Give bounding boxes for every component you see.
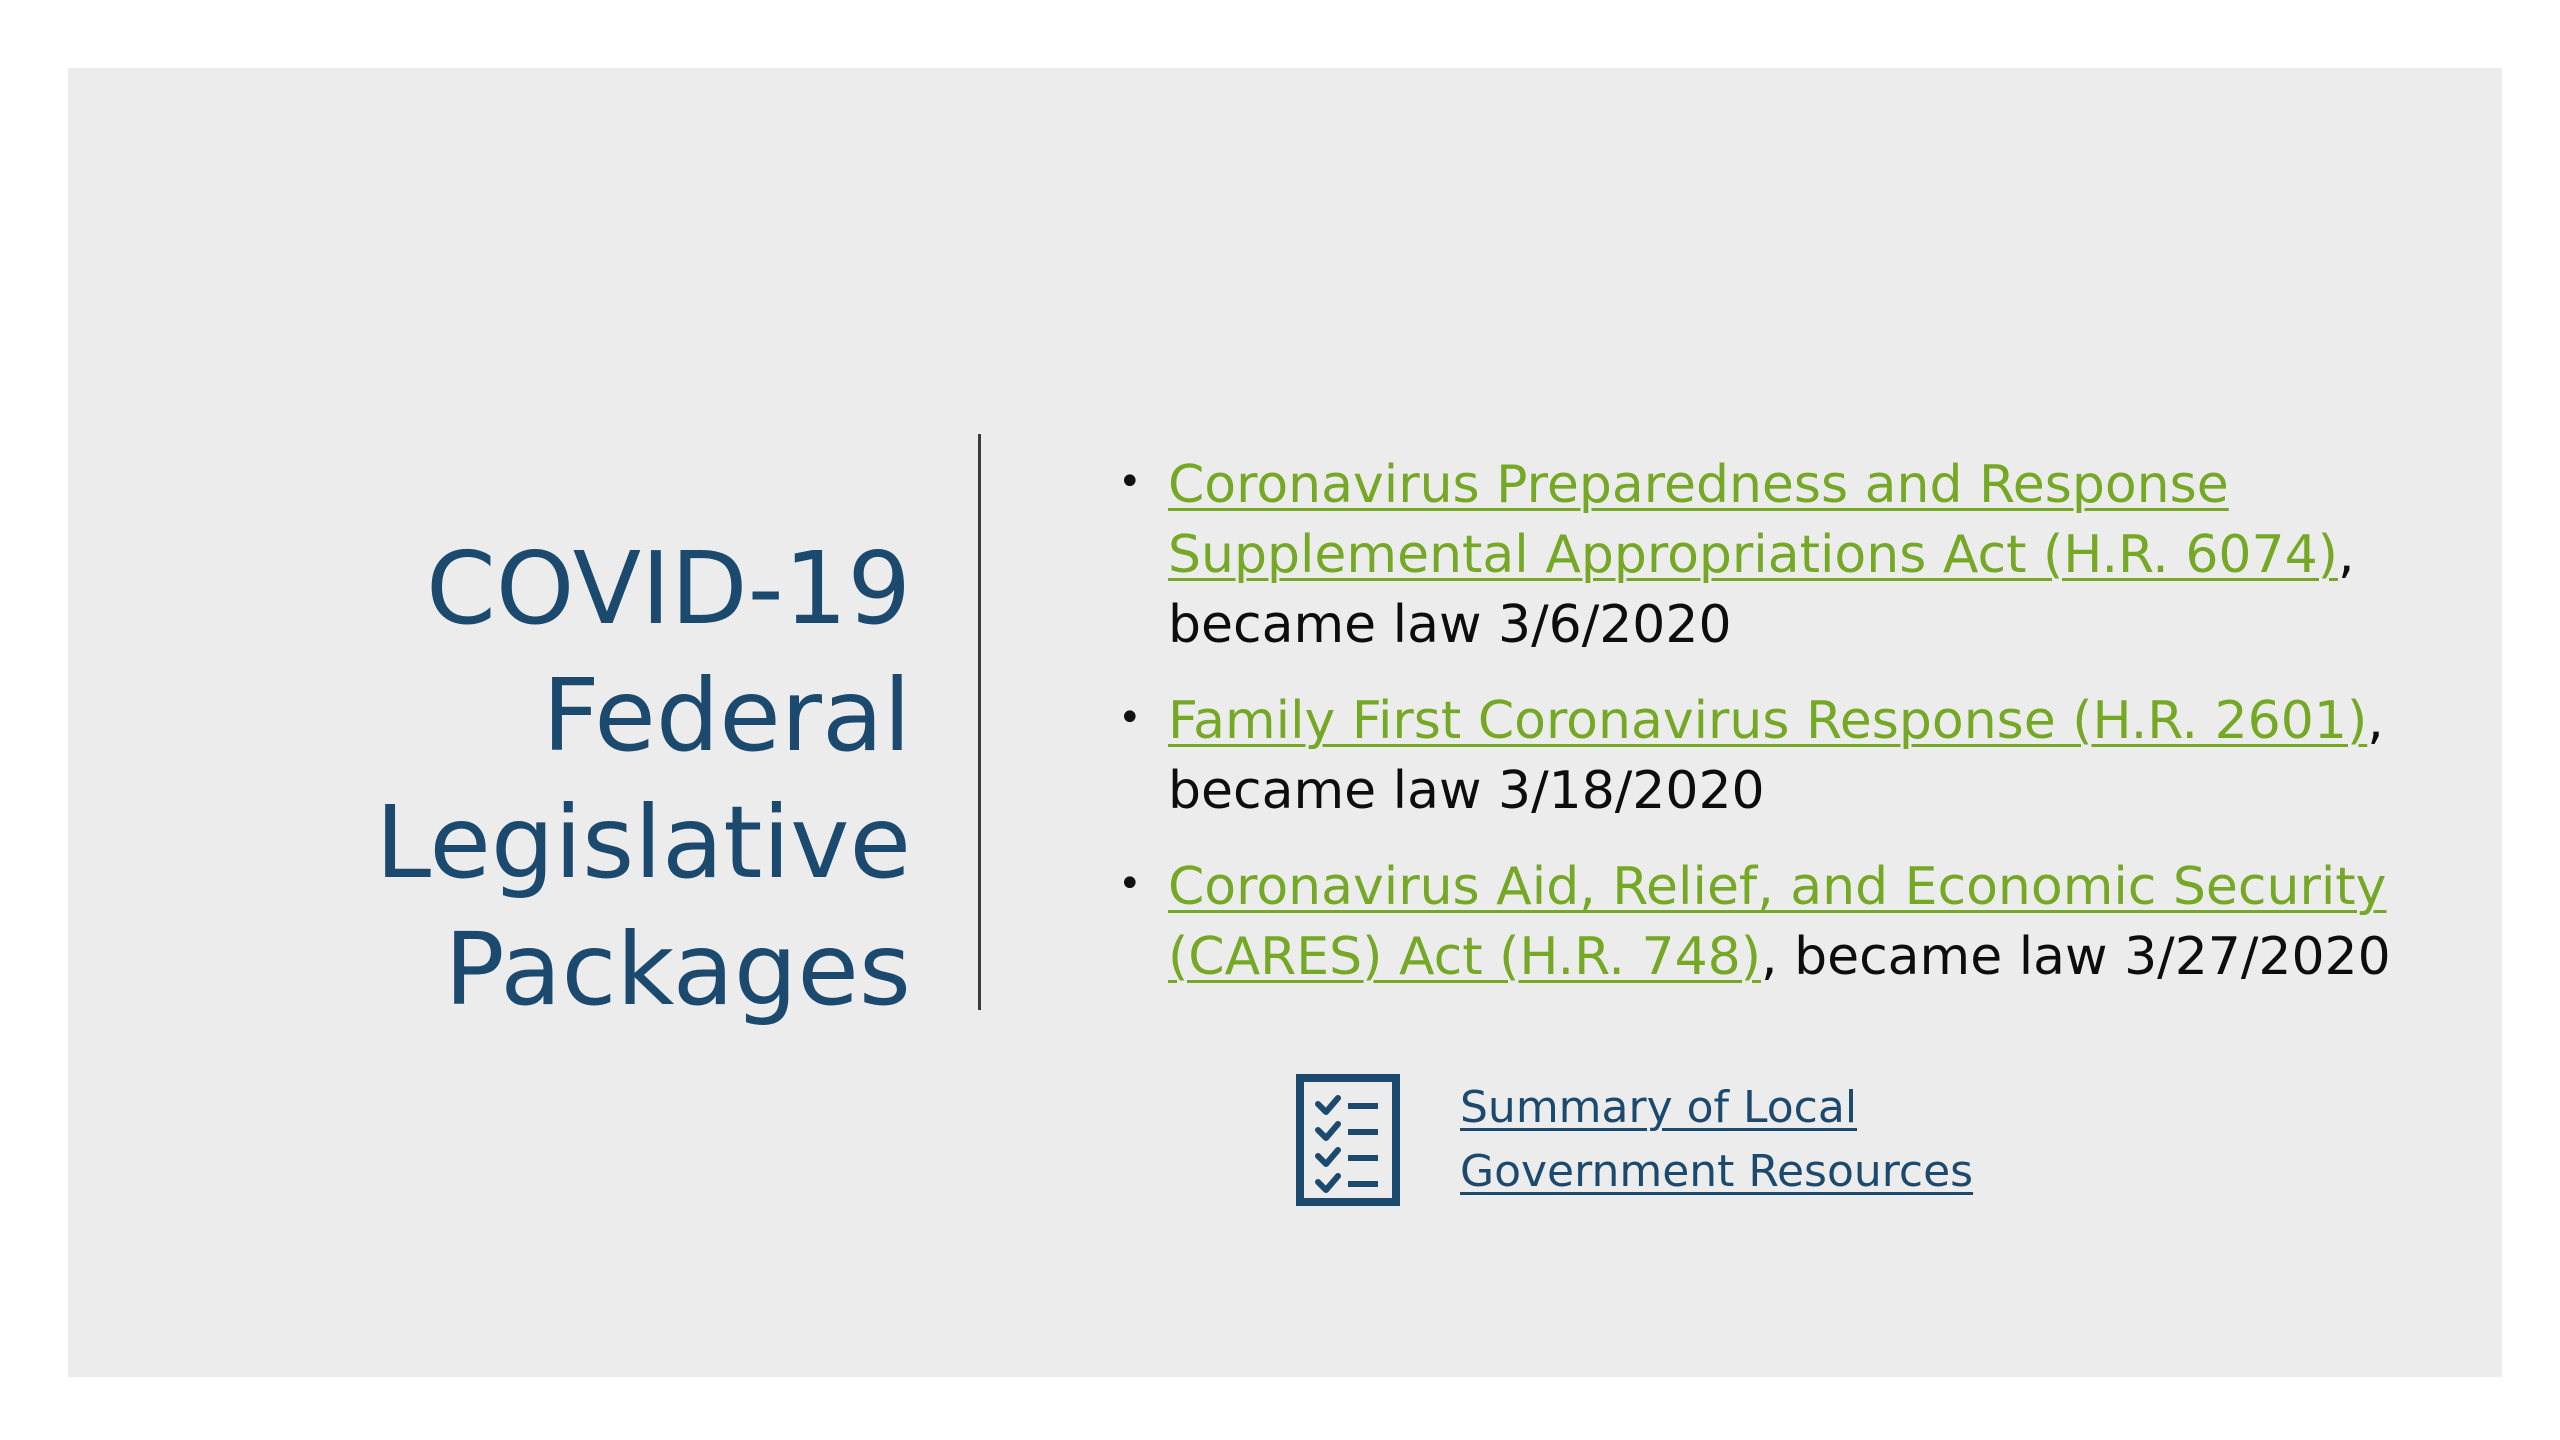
list-item: [1116, 450, 2486, 660]
hr-2601-link[interactable]: Family First Coronavirus Response (H.R. 2601): [1168, 691, 2368, 751]
slide-title: [375, 525, 911, 1033]
bullet-icon: •: [1118, 695, 1142, 741]
bullet-icon: •: [1118, 861, 1142, 907]
bullet-icon: •: [1118, 459, 1142, 505]
vertical-divider: [978, 434, 981, 1010]
law-date-text: , became law 3/6/2020: [1168, 525, 2355, 655]
slide-title-line: Packages: [444, 911, 911, 1028]
hr-6074-link[interactable]: Coronavirus Preparedness and Response Supplemental Appropriations Act (H.R. 6074): [1168, 455, 2338, 585]
legislation-list: [1116, 450, 2486, 1018]
list-item: [1116, 686, 2486, 826]
slide: [68, 68, 2502, 1377]
summary-of-local-government-resources-link[interactable]: Summary of Local Government Resources: [1460, 1082, 1974, 1197]
list-item: [1116, 852, 2486, 992]
hr-748-link[interactable]: Coronavirus Aid, Relief, and Economic Security (CARES) Act (H.R. 748): [1168, 857, 2387, 987]
slide-title-line: COVID-19: [425, 530, 911, 647]
law-date-text: , became law 3/18/2020: [1168, 691, 2384, 821]
law-date-text: , became law 3/27/2020: [1761, 927, 2391, 987]
checklist-icon[interactable]: [1296, 1074, 1400, 1206]
summary-resource: [1296, 1074, 2020, 1206]
slide-title-line: Federal: [542, 657, 911, 774]
slide-title-line: Legislative: [375, 784, 911, 901]
